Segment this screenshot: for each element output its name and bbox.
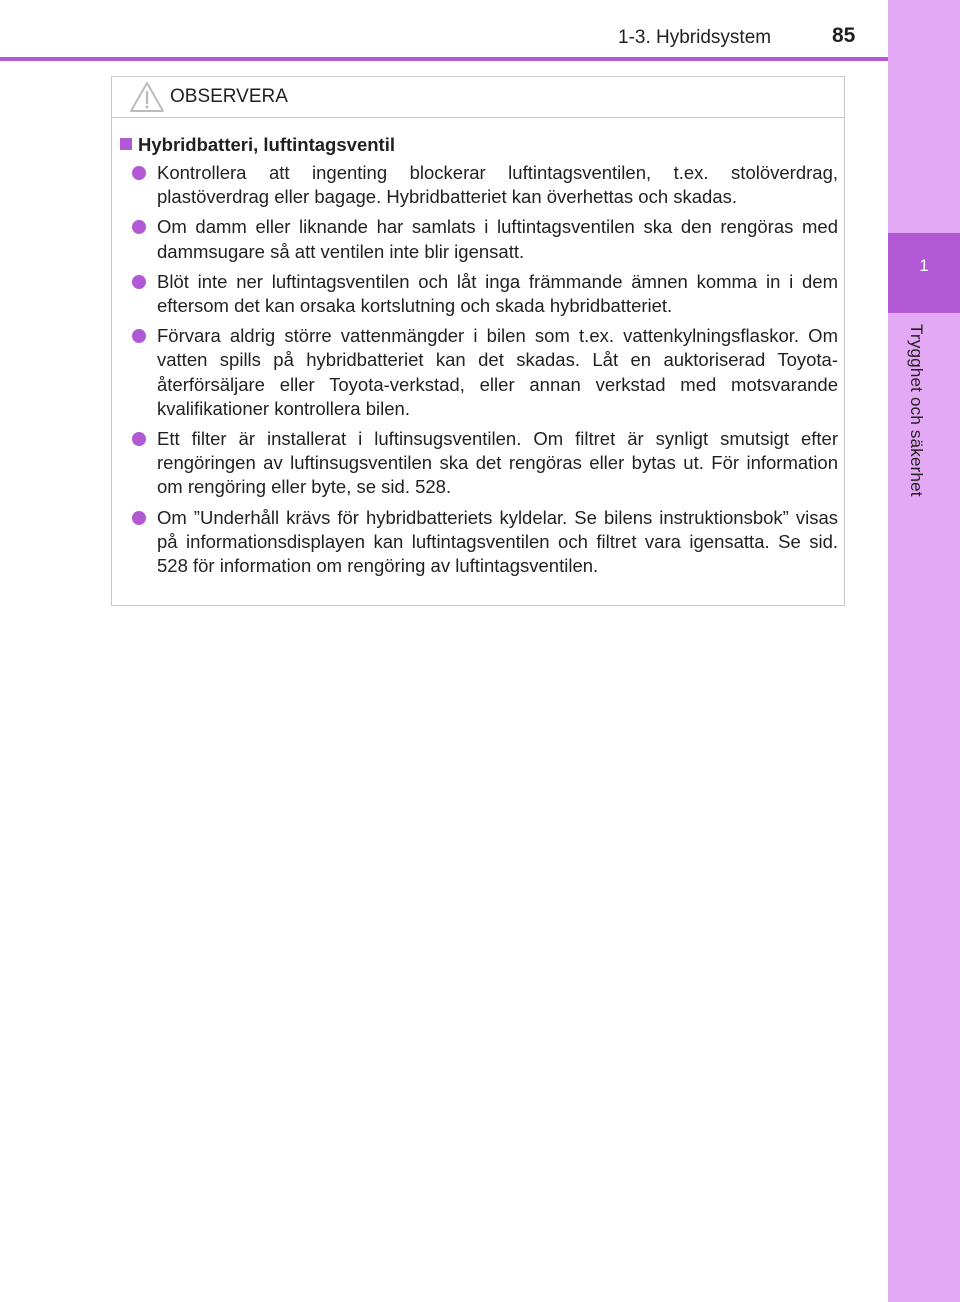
- section-title: 1-3. Hybridsystem: [618, 27, 772, 48]
- warning-item-list: [132, 161, 838, 584]
- list-item: [132, 324, 838, 421]
- warning-triangle-icon: [129, 81, 165, 113]
- bullet-icon: [132, 511, 146, 525]
- warning-label: OBSERVERA: [170, 86, 288, 107]
- bullet-icon: [132, 432, 146, 446]
- list-item: [132, 427, 838, 500]
- list-item-text: Blöt inte ner luftintagsventilen och låt inga främmande ämnen komma in i dem eftersom det kan orsaka kortslutning och skada hybridbatteriet.: [157, 270, 838, 317]
- bullet-icon: [132, 220, 146, 234]
- list-item-text: Kontrollera att ingenting blockerar luftintagsventilen, t.ex. stolöverdrag, plastöverdrag eller bagage. Hybridbatteriet kan överhettas och skadas.: [157, 162, 838, 208]
- list-item-text: Om damm eller liknande har samlats i luftintagsventilen ska den rengöras med dammsugare så att ventilen inte blir igensatt.: [157, 216, 838, 262]
- warning-section-heading: [120, 134, 395, 156]
- list-item: [132, 270, 838, 318]
- bullet-icon: [132, 329, 146, 343]
- warning-box: [111, 76, 845, 606]
- page-number: 85: [832, 24, 856, 47]
- bullet-icon: [132, 275, 146, 289]
- heading-square-icon: [120, 138, 132, 150]
- list-item: [132, 215, 838, 263]
- chapter-side-tab: [888, 0, 960, 1302]
- chapter-number: 1: [919, 256, 929, 275]
- list-item-text: Förvara aldrig större vattenmängder i bilen som t.ex. vattenkylningsflaskor. Om vatten spills på hybridbatteriet kan det skadas. Låt en auktoriserad Toyota-återförsäljare eller Toyota-verkstad, eller annan verkstad med motsvarande kvalifikationer kontrollera bilen.: [157, 325, 838, 419]
- header-divider: [0, 57, 888, 61]
- list-item-text: Om ”Underhåll krävs för hybridbatteriets kyldelar. Se bilens instruktionsbok” visas på informationsdisplayen kan luftintagsventilen och filtret vara igensatta. Se sid. 528 för information om rengöring av luftintagsventilen.: [157, 506, 838, 577]
- list-item: [132, 161, 838, 209]
- chapter-title: Trygghet och säkerhet: [907, 324, 926, 497]
- list-item-text: Ett filter är installerat i luftinsugsventilen. Om filtret är synligt smutsigt efter rengöringen av luftinsugsventilen ska det rengöras eller bytas ut. För information om rengöring eller byte, se sid. 528.: [157, 428, 838, 498]
- list-item: [132, 506, 838, 579]
- warning-heading-text: Hybridbatteri, luftintagsventil: [138, 134, 395, 155]
- bullet-icon: [132, 166, 146, 180]
- warning-header: [112, 77, 844, 118]
